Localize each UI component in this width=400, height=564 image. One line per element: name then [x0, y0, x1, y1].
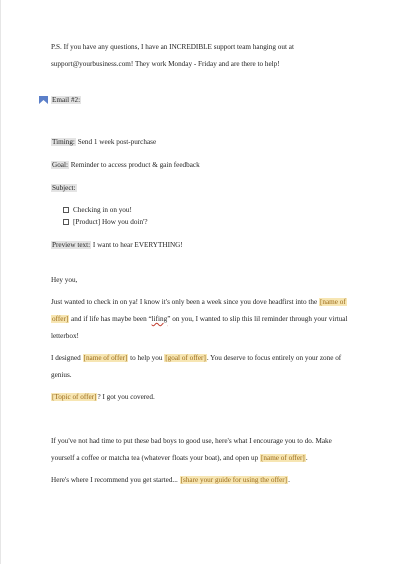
paragraph-2-line-1: I designed [name of offer] to help you [goal of offer]. You deserve to focus entirely on your zone of: [51, 354, 342, 362]
paragraph-4-line-2: yourself a coffee or matcha tea (whatever floats your boat), and open up [name of offer].: [51, 454, 308, 462]
checkbox[interactable]: [63, 207, 69, 213]
paragraph-1-line-2: offer] and if life has maybe been “lifing” on you, I wanted to slip this lil reminder through your virtual: [52, 315, 348, 323]
email-heading: Email #2:: [52, 96, 81, 104]
preview-line: [51, 240, 183, 251]
paragraph-4-line-1: If you've not had time to put these bad boys to good use, here's what I encourage you to do. Make: [51, 437, 332, 445]
subject-line: [51, 183, 77, 194]
goal-line: [51, 160, 200, 171]
placeholder-guide: [share your guide for using the offer]: [180, 476, 288, 484]
timing-value: Send 1 week post-purchase: [75, 138, 157, 146]
placeholder-name-of-offer: [name of: [319, 298, 346, 306]
paragraph-1-line-3: letterbox!: [51, 332, 79, 340]
timing-line: [51, 137, 156, 148]
paragraph-3: [Topic of offer]? I got you covered.: [52, 393, 155, 401]
timing-label: Timing:: [52, 138, 75, 146]
paragraph-1-line-1: Just wanted to check in on ya! I know it's only been a week since you dove headfirst into the [name of: [51, 298, 346, 306]
goal-label: Goal:: [52, 161, 68, 169]
bookmark-icon: [39, 96, 48, 104]
placeholder-topic-of-offer: [Topic of offer]: [52, 393, 97, 401]
paragraph-2-line-2: genius.: [51, 371, 72, 379]
placeholder-name-of-offer: offer]: [52, 315, 69, 323]
preview-value: I want to hear EVERYTHING!: [91, 241, 183, 249]
spellcheck-word: lifing: [151, 315, 168, 323]
ps-line-1: P.S. If you have any questions, I have an INCREDIBLE support team hanging out at: [51, 43, 294, 51]
subject-option-2[interactable]: [Product] How you doin'?: [63, 217, 148, 228]
placeholder-name-of-offer: [name of offer]: [261, 454, 305, 462]
preview-label: Preview text:: [52, 241, 91, 249]
checkbox[interactable]: [63, 219, 69, 225]
goal-value: Reminder to access product & gain feedback: [68, 161, 200, 169]
subject-option-1[interactable]: Checking in on you!: [63, 205, 132, 216]
ps-line-2: support@yourbusiness.com! They work Monday - Friday and are there to help!: [51, 60, 280, 68]
paragraph-5: Here's where I recommend you get started... [share your guide for using the offer].: [51, 476, 290, 484]
subject-label: Subject:: [52, 184, 76, 192]
greeting: Hey you,: [51, 276, 78, 284]
placeholder-name-of-offer: [name of offer]: [83, 354, 128, 362]
placeholder-goal-of-offer: [goal of offer]: [165, 354, 206, 362]
